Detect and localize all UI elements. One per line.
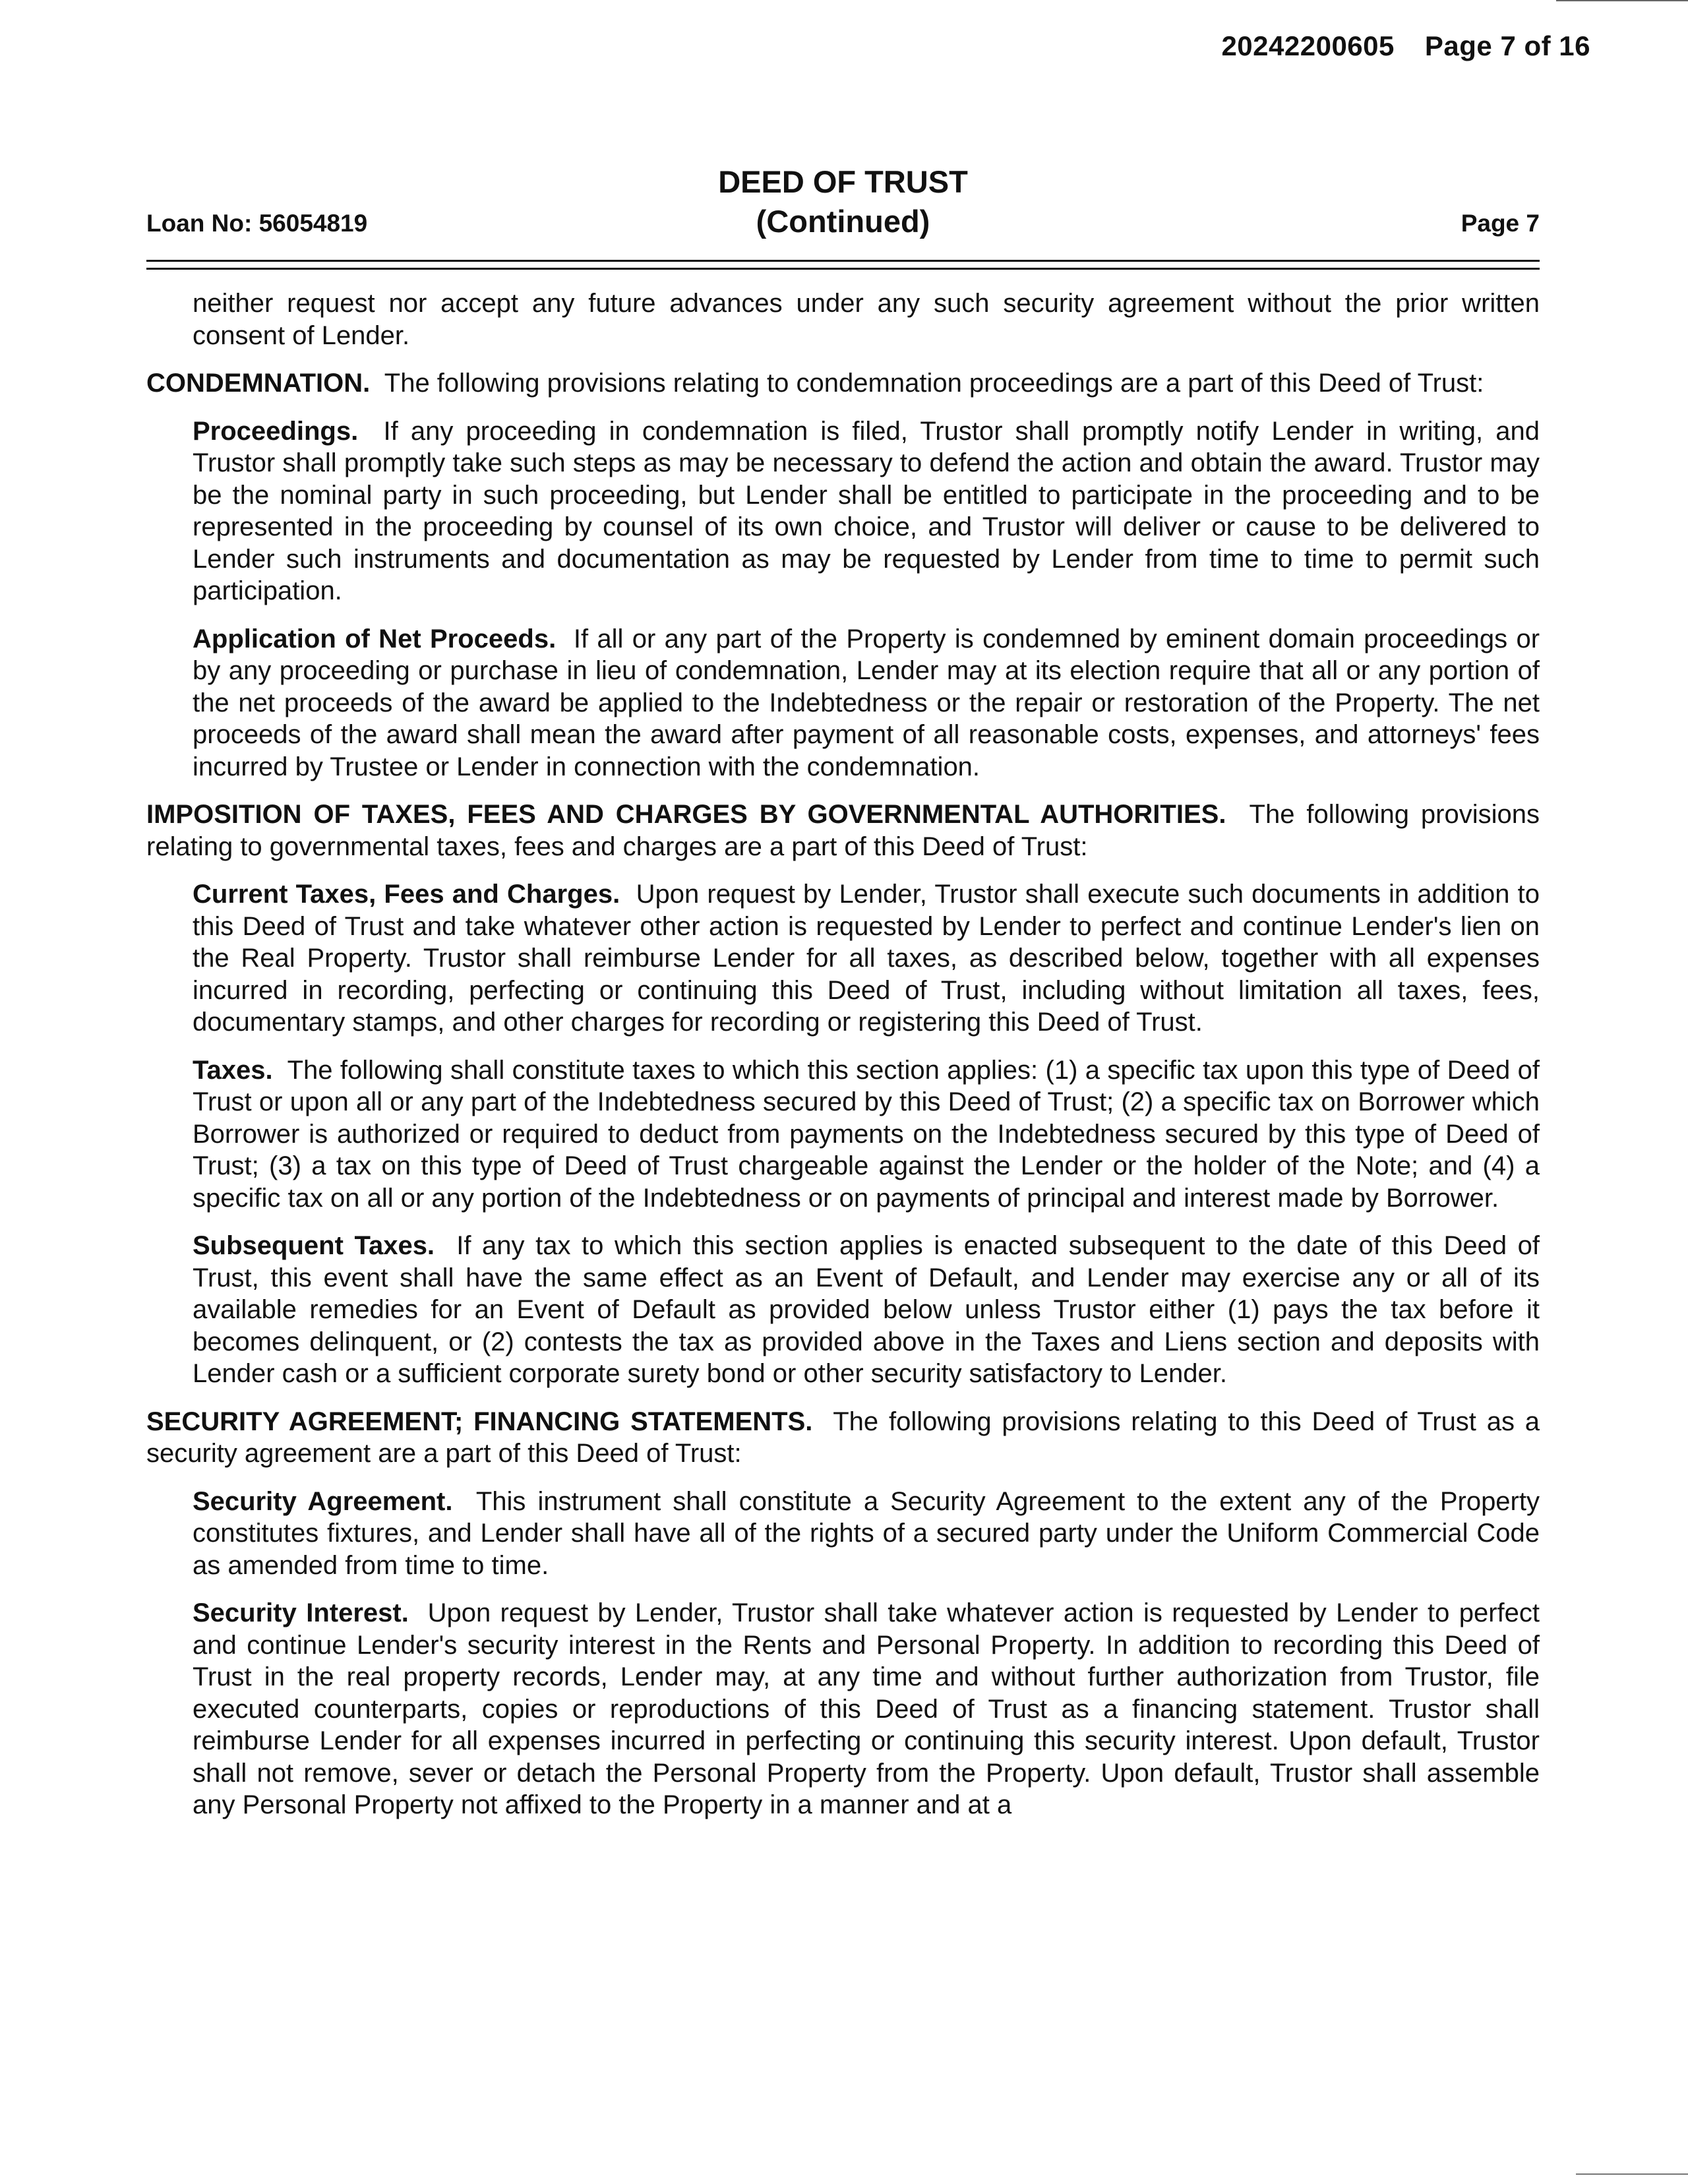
- section-intro: The following provisions relating to condemnation proceedings are a part of this Deed of Trust:: [384, 369, 1484, 398]
- page-number: Page 7: [1461, 210, 1540, 237]
- paragraph-text: If any tax to which this section applies is enacted subsequent to the date of this Deed of Trust, this event shall have the same effect as an Event of Default, and Lender may exercise any or all of its available remedies for an Event of Default as provided below unless Trustor either (1) pays the tax before it becomes delinquent, or (2) contests the tax as provided above in the Taxes and Liens section and deposits with Lender cash or a sufficient corporate surety bond or other security satisfactory to Lender.: [193, 1231, 1540, 1388]
- header-rule: [146, 268, 1540, 270]
- condemnation-section: [146, 367, 1540, 400]
- security-agreement-paragraph: [193, 1486, 1540, 1582]
- paragraph-heading: Taxes.: [193, 1055, 273, 1085]
- document-title: DEED OF TRUST: [718, 164, 968, 199]
- section-intro: The following provisions relating to governmental taxes, fees and charges are a part of this Deed of Trust:: [146, 800, 1540, 861]
- paragraph-text: Upon request by Lender, Trustor shall execute such documents in addition to this Deed of Trust and take whatever other action is requested by Lender to perfect and continue Lender's lien on the Real Property. Trustor shall reimburse Lender for all taxes, as described below, together with all expenses incurred in recording, perfecting or continuing this Deed of Trust, including without limitation all taxes, fees, documentary stamps, and other charges for recording or registering this Deed of Trust.: [193, 880, 1540, 1037]
- document-body: [146, 288, 1540, 1837]
- document-title-block: [146, 162, 1540, 241]
- recording-stamp: [1221, 30, 1590, 62]
- paragraph-heading: Subsequent Taxes.: [193, 1231, 435, 1260]
- section-intro: The following provisions relating to this Deed of Trust as a security agreement are a part of this Deed of Trust:: [146, 1407, 1540, 1468]
- page-header: [146, 162, 1540, 241]
- document-subtitle: (Continued): [756, 204, 930, 239]
- paragraph-text: Upon request by Lender, Trustor shall take whatever action is requested by Lender to perfect and continue Lender's security interest in the Rents and Personal Property. In addition to recording this Deed of Trust in the real property records, Lender may, at any time and without further authorization from Trustor, file executed counterparts, copies or reproductions of this Deed of Trust as a financing statement. Trustor shall reimburse Lender for all expenses incurred in perfecting or continuing this security interest. Upon default, Trustor shall not remove, sever or detach the Personal Property from the Property. Upon default, Trustor shall assemble any Personal Property not affixed to the Property in a manner and at a: [193, 1598, 1540, 1819]
- loan-number: Loan No: 56054819: [146, 210, 368, 237]
- header-rule: [146, 260, 1540, 262]
- section-heading: SECURITY AGREEMENT; FINANCING STATEMENTS.: [146, 1407, 813, 1436]
- section-heading: IMPOSITION OF TAXES, FEES AND CHARGES BY GOVERNMENTAL AUTHORITIES.: [146, 800, 1226, 829]
- paragraph-text: If any proceeding in condemnation is filed, Trustor shall promptly notify Lender in writing, and Trustor shall promptly take such steps as may be necessary to defend the action and obtain the award. Trustor may be the nominal party in such proceeding, but Lender shall be entitled to participate in the proceeding and to be represented in the proceeding by counsel of its own choice, and Trustor will deliver or cause to be delivered to Lender such instruments and documentation as may be requested by Lender from time to time to permit such participation.: [193, 416, 1540, 605]
- paragraph-text: The following shall constitute taxes to which this section applies: (1) a specific tax upon this type of Deed of Trust or upon all or any part of the Indebtedness secured by this Deed of Trust; (2) a specific tax on Borrower which Borrower is authorized or required to deduct from payments on the Indebtedness secured by this type of Deed of Trust; (3) a tax on this type of Deed of Trust chargeable against the Lender or the holder of the Note; and (4) a specific tax on all or any portion of the Indebtedness or on payments of principal and interest made by Borrower.: [193, 1055, 1540, 1213]
- paragraph-heading: Current Taxes, Fees and Charges.: [193, 880, 620, 909]
- scan-edge-line: [1576, 2173, 1688, 2175]
- section-heading: CONDEMNATION.: [146, 369, 371, 398]
- recording-page: Page 7 of 16: [1424, 30, 1590, 61]
- paragraph-text: This instrument shall constitute a Security Agreement to the extent any of the Property constitutes fixtures, and Lender shall have all of the rights of a secured party under the Uniform Commercial Code as amended from time to time.: [193, 1486, 1540, 1580]
- recording-number: 20242200605: [1221, 30, 1395, 61]
- proceedings-paragraph: [193, 415, 1540, 607]
- net-proceeds-paragraph: [193, 623, 1540, 783]
- paragraph-heading: Security Agreement.: [193, 1486, 453, 1516]
- scan-edge-line: [1556, 0, 1688, 1]
- paragraph-text: If all or any part of the Property is condemned by eminent domain proceedings or by any proceeding or purchase in lieu of condemnation, Lender may at its election require that all or any portion of the net proceeds of the award be applied to the Indebtedness or the repair or restoration of the Property. The net proceeds of the award shall mean the award after payment of all reasonable costs, expenses, and attorneys' fees incurred by Trustee or Lender in connection with the condemnation.: [193, 624, 1540, 781]
- security-section: [146, 1406, 1540, 1470]
- continuation-paragraph: neither request nor accept any future advances under any such security agreement without the prior written consent of Lender.: [193, 289, 1540, 350]
- security-interest-paragraph: [193, 1597, 1540, 1821]
- taxes-paragraph: [193, 1054, 1540, 1215]
- subsequent-taxes-paragraph: [193, 1230, 1540, 1390]
- paragraph-heading: Proceedings.: [193, 416, 359, 446]
- taxes-section: [146, 799, 1540, 863]
- paragraph-heading: Security Interest.: [193, 1598, 409, 1627]
- current-taxes-paragraph: [193, 878, 1540, 1039]
- paragraph-heading: Application of Net Proceeds.: [193, 624, 557, 653]
